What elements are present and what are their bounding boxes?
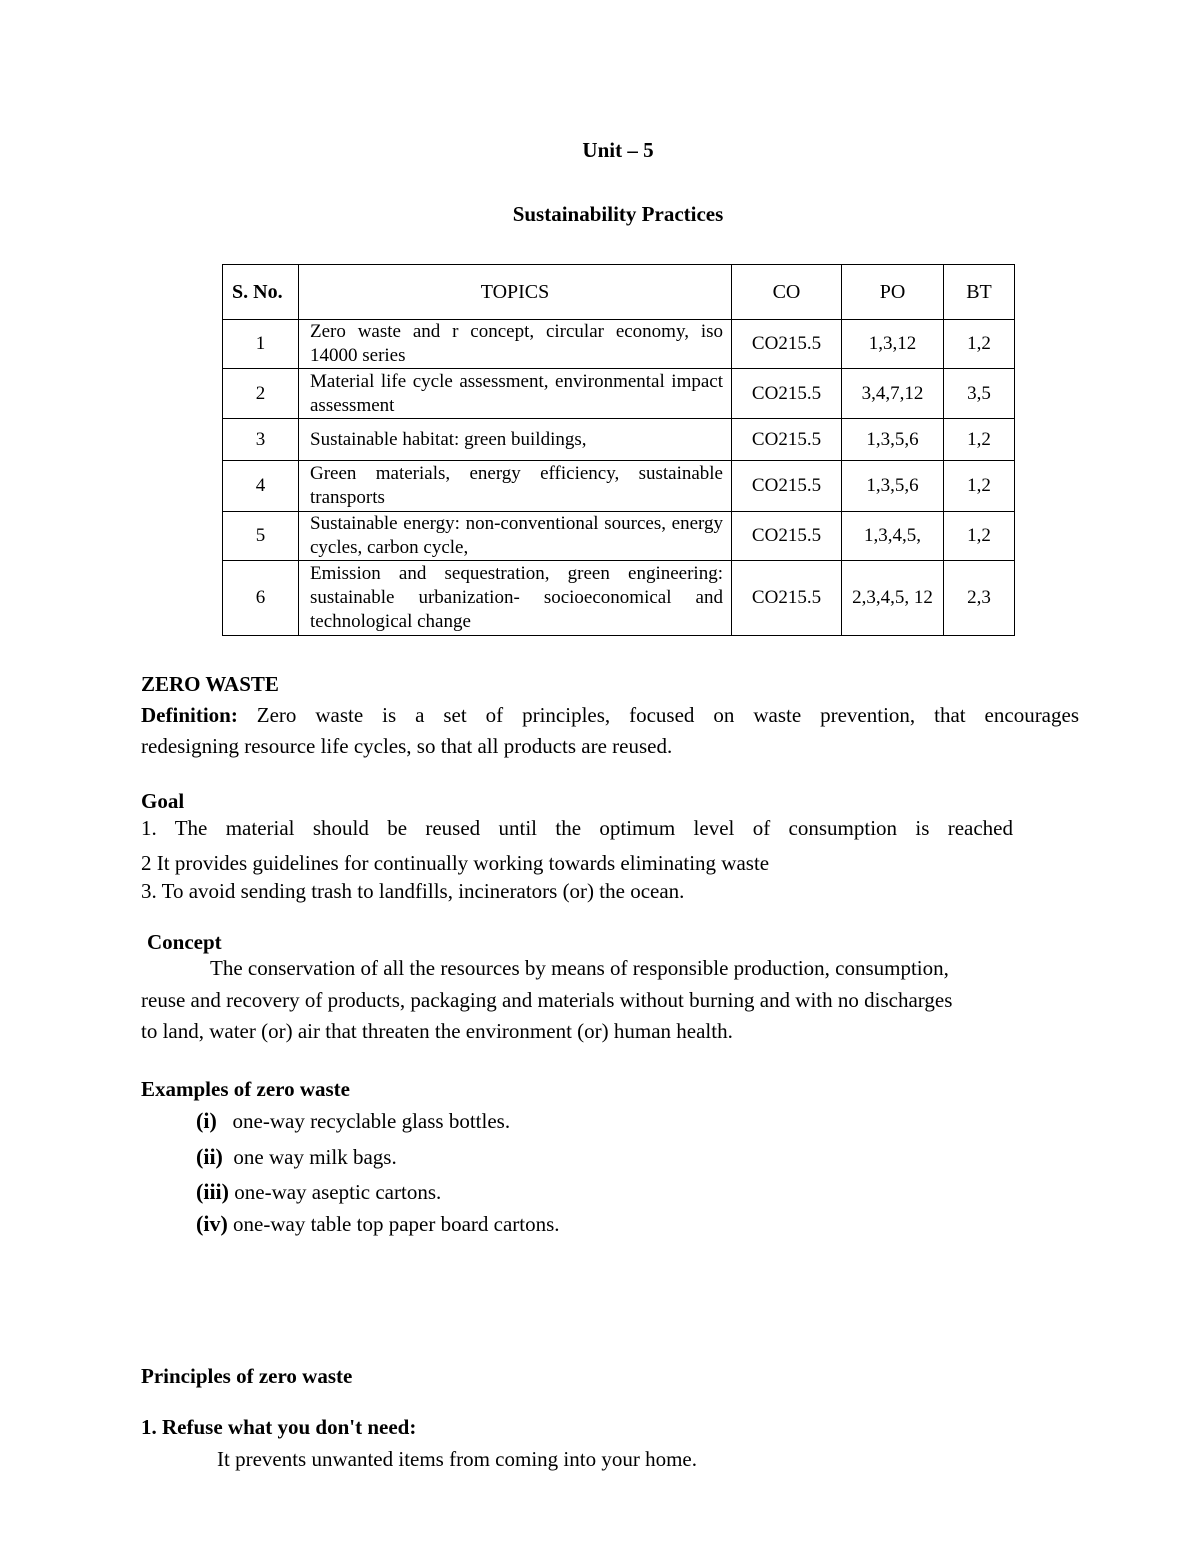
principle-title: 1. Refuse what you don't need:: [141, 1415, 417, 1439]
row-topic: Sustainable energy: non-conventional sources, energy cycles, carbon cycle,: [299, 512, 732, 561]
definition-text: Zero waste is a set of principles, focused on waste prevention, that encourages: [256, 703, 1079, 727]
example-text: one-way recyclable glass bottles.: [232, 1109, 511, 1133]
row-bt: 3,5: [944, 369, 1015, 419]
row-bt: 1,2: [944, 320, 1015, 369]
row-bt: 1,2: [944, 512, 1015, 561]
goal-item: 2 It provides guidelines for continually working towards eliminating waste: [141, 851, 770, 875]
row-sno: 2: [223, 369, 299, 419]
examples-heading: Examples of zero waste: [141, 1077, 350, 1101]
row-topic: Green materials, energy efficiency, sustainable transports: [299, 461, 732, 512]
example-label: (ii): [196, 1144, 223, 1169]
header-bt: BT: [944, 265, 1015, 320]
row-co: CO215.5: [732, 369, 842, 419]
row-sno: 4: [223, 461, 299, 512]
concept-line: The conservation of all the resources by means of responsible production, consumption,: [210, 956, 949, 980]
row-po: 1,3,5,6: [842, 419, 944, 461]
row-po: 1,3,5,6: [842, 461, 944, 512]
list-item: [196, 1108, 510, 1134]
row-topic: Sustainable habitat: green buildings,: [299, 419, 732, 461]
table-row: [223, 512, 1015, 561]
definition-label: Definition:: [141, 703, 238, 727]
example-text: one-way table top paper board cartons.: [233, 1212, 560, 1236]
goal-item: 3. To avoid sending trash to landfills, incinerators (or) the ocean.: [141, 879, 685, 903]
row-sno: 6: [223, 561, 299, 636]
list-item: [196, 1179, 441, 1205]
row-po: 1,3,12: [842, 320, 944, 369]
definition-line-1: [141, 700, 1079, 731]
definition-line-2: redesigning resource life cycles, so that all products are reused.: [141, 734, 673, 758]
goal-heading: Goal: [141, 789, 185, 813]
row-topic: Emission and sequestration, green engineering: sustainable urbanization- socioeconomical and technological change: [299, 561, 732, 636]
concept-heading: Concept: [147, 930, 222, 954]
row-topic: Material life cycle assessment, environmental impact assessment: [299, 369, 732, 419]
row-co: CO215.5: [732, 512, 842, 561]
list-item: [196, 1144, 397, 1170]
row-po: 3,4,7,12: [842, 369, 944, 419]
principle-text: It prevents unwanted items from coming into your home.: [217, 1447, 697, 1471]
row-po: 1,3,4,5,: [842, 512, 944, 561]
principles-heading: Principles of zero waste: [141, 1364, 353, 1388]
example-label: (i): [196, 1108, 217, 1133]
header-po: PO: [842, 265, 944, 320]
row-co: CO215.5: [732, 320, 842, 369]
example-label: (iv): [196, 1211, 228, 1236]
row-sno: 1: [223, 320, 299, 369]
list-item: [196, 1211, 560, 1237]
goal-item: 1. The material should be reused until the optimum level of consumption is reached: [141, 816, 1013, 840]
row-co: CO215.5: [732, 461, 842, 512]
topics-table: [222, 264, 1015, 636]
example-text: one-way aseptic cartons.: [234, 1180, 442, 1204]
row-bt: 1,2: [944, 461, 1015, 512]
example-text: one way milk bags.: [233, 1145, 397, 1169]
table-header-row: [223, 265, 1015, 320]
row-bt: 2,3: [944, 561, 1015, 636]
concept-line: reuse and recovery of products, packaging and materials without burning and with no discharges: [141, 988, 953, 1012]
document-title: Sustainability Practices: [512, 202, 724, 226]
header-sno: S. No.: [223, 265, 299, 320]
concept-line: to land, water (or) air that threaten the environment (or) human health.: [141, 1019, 733, 1043]
row-topic: Zero waste and r concept, circular economy, iso 14000 series: [299, 320, 732, 369]
example-label: (iii): [196, 1179, 229, 1204]
unit-title: Unit – 5: [582, 138, 654, 162]
header-co: CO: [732, 265, 842, 320]
header-topics: TOPICS: [299, 265, 732, 320]
table-row: [223, 461, 1015, 512]
row-sno: 3: [223, 419, 299, 461]
row-po: 2,3,4,5, 12: [842, 561, 944, 636]
table-row: [223, 320, 1015, 369]
table-row: [223, 561, 1015, 636]
row-bt: 1,2: [944, 419, 1015, 461]
row-sno: 5: [223, 512, 299, 561]
table-row: [223, 369, 1015, 419]
row-co: CO215.5: [732, 419, 842, 461]
table-row: [223, 419, 1015, 461]
row-co: CO215.5: [732, 561, 842, 636]
zero-waste-heading: ZERO WASTE: [141, 672, 279, 696]
